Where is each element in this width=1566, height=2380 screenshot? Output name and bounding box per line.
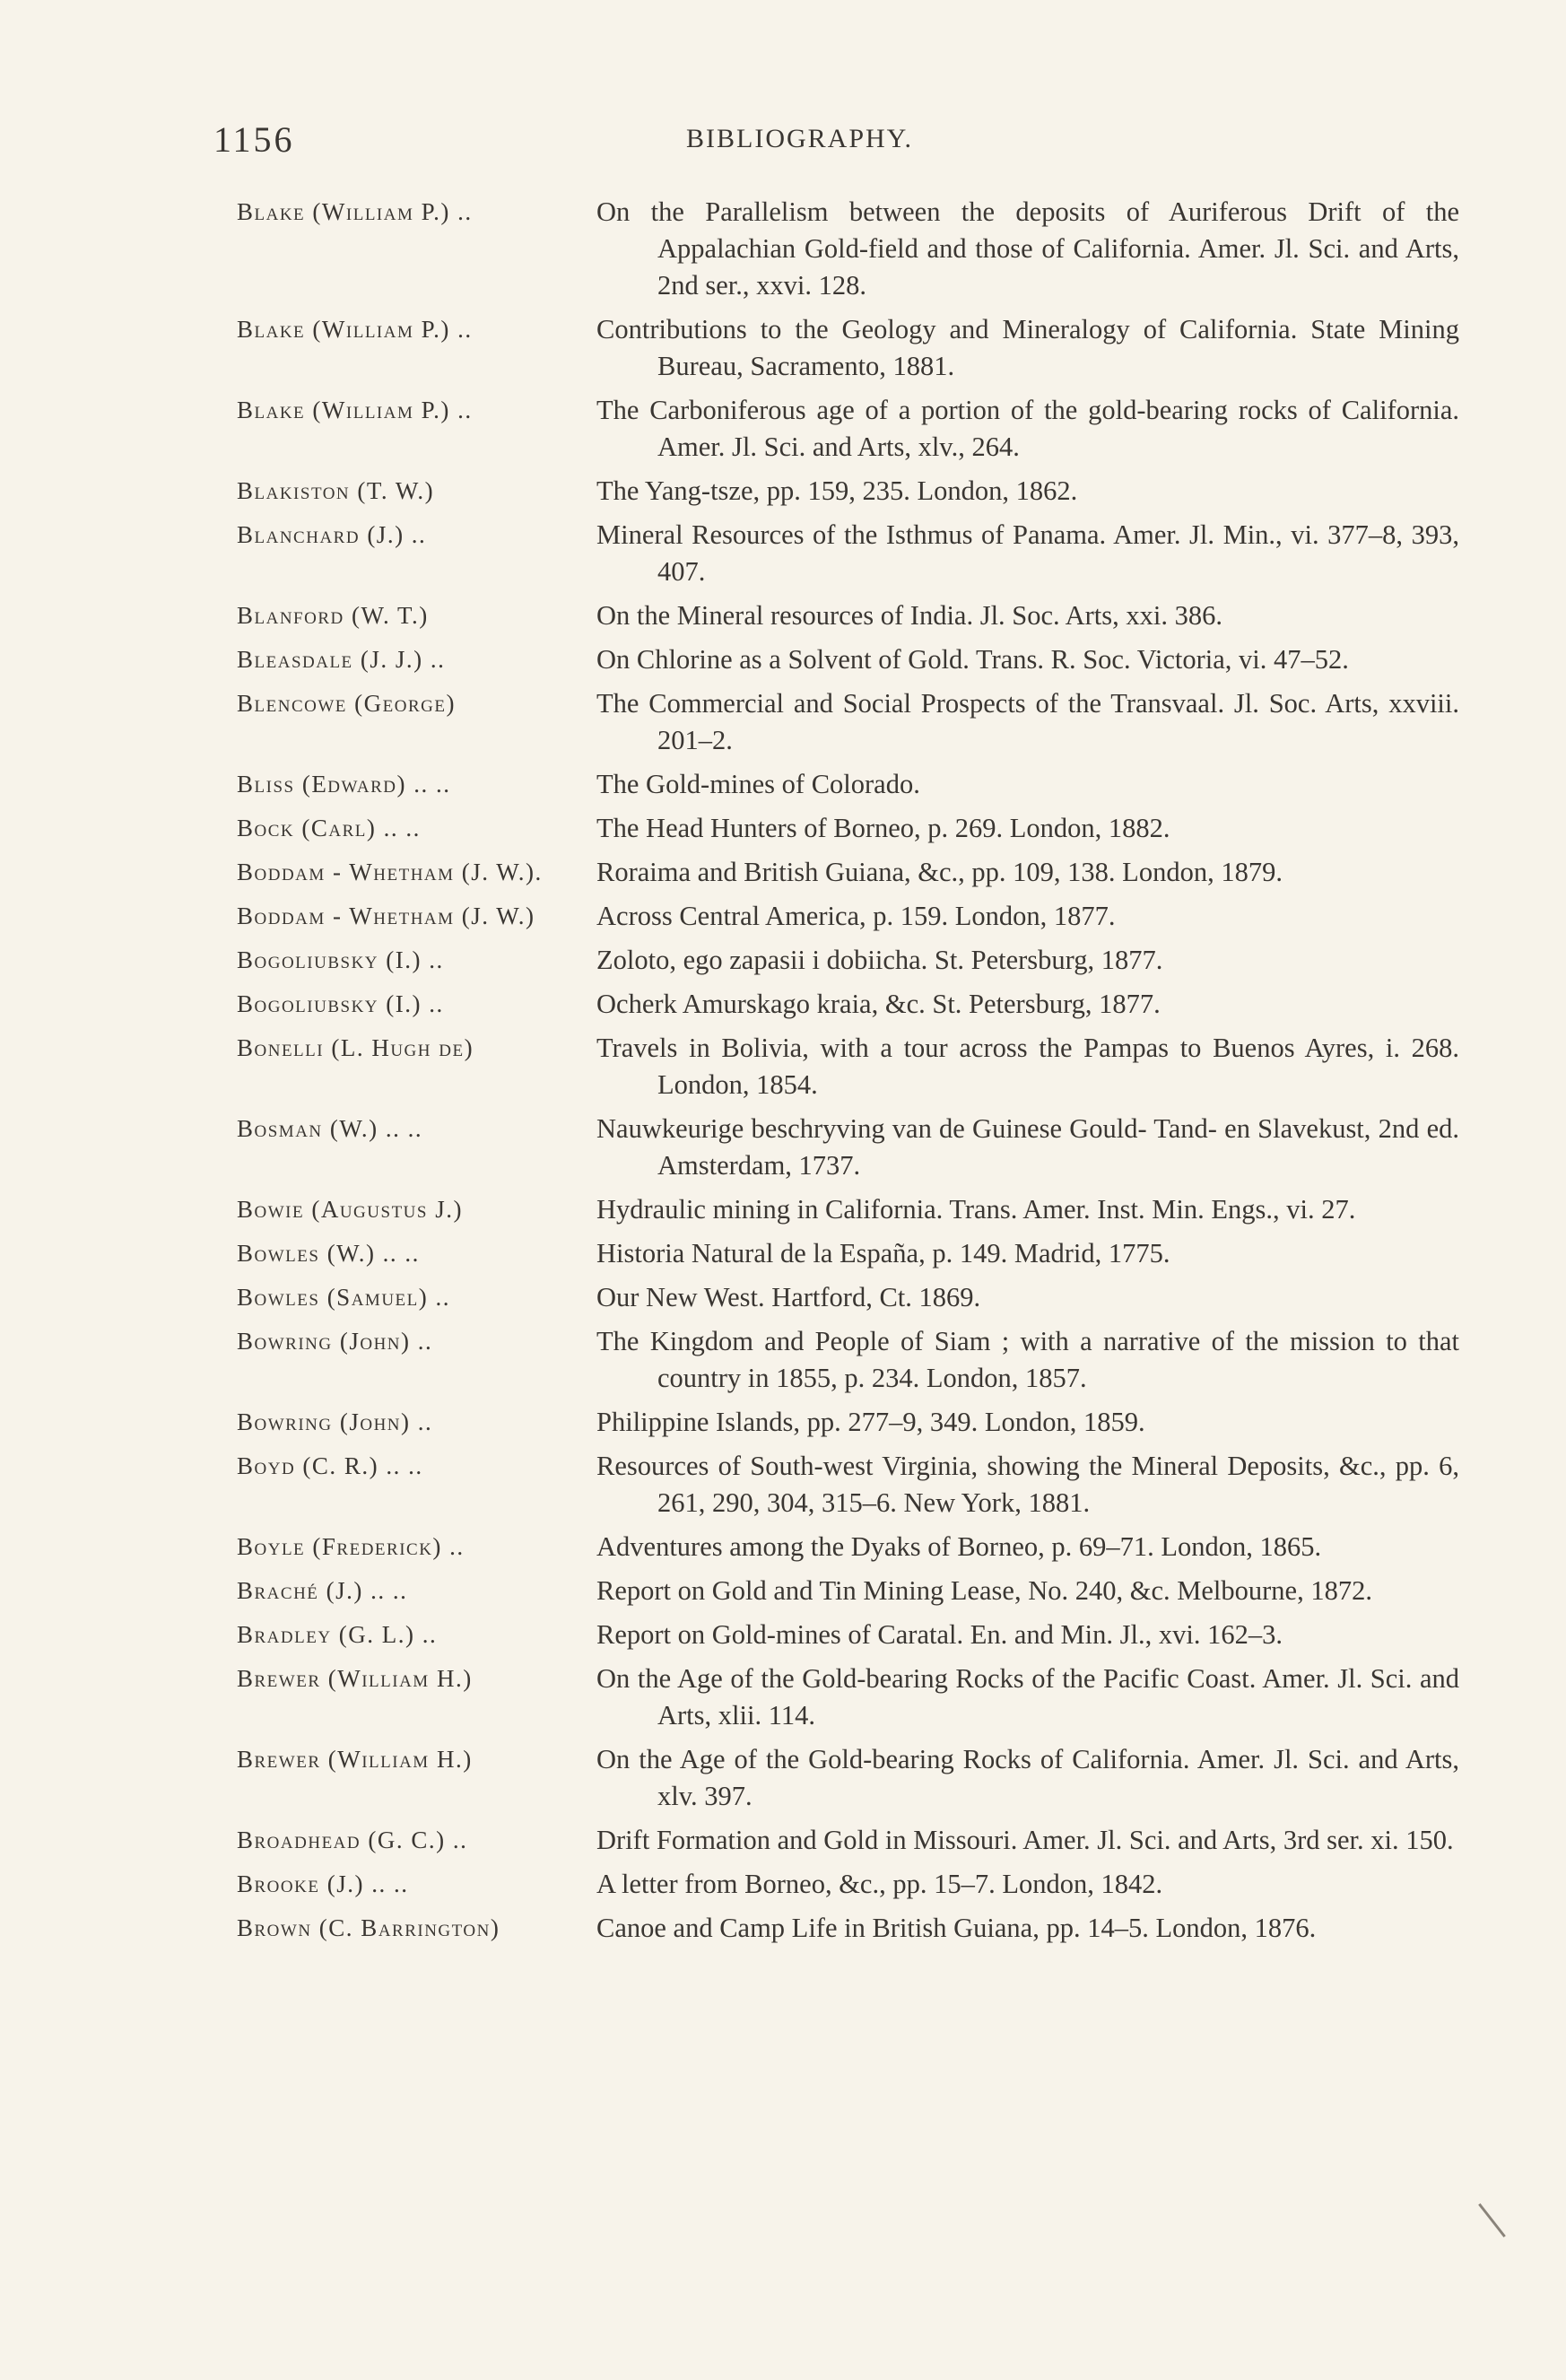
- bibliography-entry: [0, 1235, 1566, 1272]
- entry-author: Bowring (John) ..: [237, 1328, 433, 1355]
- bibliography-entry: [0, 766, 1566, 803]
- entry-citation: A letter from Borneo, &c., pp. 15–7. London, 1842.: [596, 1869, 1163, 1899]
- entry-citation: Adventures among the Dyaks of Borneo, p. 69–71. London, 1865.: [596, 1531, 1322, 1562]
- entry-citation: Nauwkeurige beschryving van de Guinese Gould- Tand- en Slavekust, 2nd ed. Amsterdam, 1737.: [596, 1113, 1459, 1181]
- entry-citation: Roraima and British Guiana, &c., pp. 109, 138. London, 1879.: [596, 857, 1283, 887]
- entry-citation: Across Central America, p. 159. London, 1877.: [596, 901, 1116, 931]
- margin-mark: [1478, 2203, 1506, 2237]
- page-header: [0, 118, 1566, 163]
- bibliography-entry: [0, 194, 1566, 304]
- page-number: 1156: [213, 119, 295, 160]
- running-title: BIBLIOGRAPHY.: [686, 124, 913, 153]
- entry-author: Brown (C. Barrington): [237, 1914, 500, 1941]
- entry-citation: On Chlorine as a Solvent of Gold. Trans. R. Soc. Victoria, vi. 47–52.: [596, 644, 1349, 675]
- entry-author: Brooke (J.) .. ..: [237, 1870, 409, 1897]
- bibliography-entry: [0, 854, 1566, 891]
- bibliography-entry: [0, 473, 1566, 510]
- entry-citation: Resources of South-west Virginia, showing the Mineral Deposits, &c., pp. 6, 261, 290, 304, 315–6. New York, 1881.: [596, 1451, 1459, 1518]
- entry-author: Boyle (Frederick) ..: [237, 1533, 465, 1560]
- entry-citation: The Head Hunters of Borneo, p. 269. London, 1882.: [596, 813, 1170, 843]
- entry-author: Brewer (William H.): [237, 1665, 473, 1692]
- entry-author: Boyd (C. R.) .. ..: [237, 1452, 423, 1479]
- entry-citation: Zoloto, ego zapasii i dobiicha. St. Petersburg, 1877.: [596, 945, 1163, 975]
- bibliography-entry: [0, 1822, 1566, 1859]
- bibliography-entry: [0, 1404, 1566, 1441]
- bibliography-entry: [0, 641, 1566, 678]
- bibliography-entry: [0, 597, 1566, 634]
- bibliography-entry: [0, 1910, 1566, 1947]
- bibliography-entry: [0, 311, 1566, 385]
- entry-author: Bowie (Augustus J.): [237, 1196, 463, 1223]
- entry-author: Bowles (W.) .. ..: [237, 1240, 420, 1267]
- entry-citation: Hydraulic mining in California. Trans. Amer. Inst. Min. Engs., vi. 27.: [596, 1194, 1356, 1225]
- entry-author: Bowring (John) ..: [237, 1408, 433, 1435]
- entry-citation: Ocherk Amurskago kraia, &c. St. Petersburg, 1877.: [596, 989, 1161, 1019]
- bibliography-entry: [0, 685, 1566, 759]
- bibliography-entry: [0, 517, 1566, 590]
- bibliography-entry: [0, 1191, 1566, 1228]
- entry-citation: The Carboniferous age of a portion of the gold-bearing rocks of California. Amer. Jl. Sci. and Arts, xlv., 264.: [596, 395, 1459, 462]
- bibliography-entry: [0, 1111, 1566, 1184]
- entry-citation: On the Parallelism between the deposits of Auriferous Drift of the Appalachian Gold-field and those of California. Amer. Jl. Sci. and Arts, 2nd ser., xxvi. 128.: [596, 196, 1459, 301]
- bibliography-entry: [0, 392, 1566, 466]
- entry-author: Bosman (W.) .. ..: [237, 1115, 423, 1142]
- entry-citation: Historia Natural de la España, p. 149. Madrid, 1775.: [596, 1238, 1170, 1268]
- entry-author: Blakiston (T. W.): [237, 477, 435, 504]
- bibliography-entry: [0, 942, 1566, 979]
- entry-author: Bonelli (L. Hugh de): [237, 1034, 474, 1061]
- entry-citation: The Yang-tsze, pp. 159, 235. London, 1862.: [596, 475, 1078, 506]
- entry-citation: Drift Formation and Gold in Missouri. Amer. Jl. Sci. and Arts, 3rd ser. xi. 150.: [596, 1825, 1454, 1855]
- bibliography-entry: [0, 810, 1566, 847]
- bibliography-list: [0, 194, 1566, 1954]
- entry-author: Blake (William P.) ..: [237, 316, 473, 343]
- entry-citation: The Gold-mines of Colorado.: [596, 769, 920, 799]
- entry-citation: On the Age of the Gold-bearing Rocks of California. Amer. Jl. Sci. and Arts, xlv. 397.: [596, 1744, 1459, 1811]
- entry-author: Boddam - Whetham (J. W.): [237, 902, 535, 929]
- bibliography-entry: [0, 986, 1566, 1023]
- entry-citation: Report on Gold and Tin Mining Lease, No. 240, &c. Melbourne, 1872.: [596, 1575, 1372, 1606]
- entry-citation: Contributions to the Geology and Mineralogy of California. State Mining Bureau, Sacramento, 1881.: [596, 314, 1459, 381]
- bibliography-entry: [0, 1030, 1566, 1103]
- entry-citation: On the Mineral resources of India. Jl. Soc. Arts, xxi. 386.: [596, 600, 1222, 631]
- bibliography-entry: [0, 1661, 1566, 1734]
- bibliography-entry: [0, 1617, 1566, 1653]
- entry-citation: Travels in Bolivia, with a tour across the Pampas to Buenos Ayres, i. 268. London, 1854.: [596, 1033, 1459, 1100]
- entry-author: Blake (William P.) ..: [237, 198, 473, 225]
- entry-author: Blencowe (George): [237, 690, 456, 717]
- entry-citation: Canoe and Camp Life in British Guiana, pp. 14–5. London, 1876.: [596, 1913, 1317, 1943]
- entry-author: Bogoliubsky (I.) ..: [237, 946, 444, 973]
- entry-author: Boddam - Whetham (J. W.).: [237, 859, 543, 885]
- entry-citation: Mineral Resources of the Isthmus of Panama. Amer. Jl. Min., vi. 377–8, 393, 407.: [596, 519, 1459, 587]
- entry-citation: Our New West. Hartford, Ct. 1869.: [596, 1282, 981, 1312]
- bibliography-entry: [0, 1529, 1566, 1565]
- entry-citation: The Commercial and Social Prospects of the Transvaal. Jl. Soc. Arts, xxviii. 201–2.: [596, 688, 1459, 755]
- entry-author: Bliss (Edward) .. ..: [237, 771, 451, 798]
- bibliography-entry: [0, 1741, 1566, 1815]
- entry-citation: Philippine Islands, pp. 277–9, 349. London, 1859.: [596, 1407, 1145, 1437]
- entry-author: Bowles (Samuel) ..: [237, 1284, 450, 1311]
- bibliography-entry: [0, 898, 1566, 935]
- entry-citation: On the Age of the Gold-bearing Rocks of the Pacific Coast. Amer. Jl. Sci. and Arts, xlii. 114.: [596, 1663, 1459, 1731]
- entry-author: Blanford (W. T.): [237, 602, 429, 629]
- entry-author: Bleasdale (J. J.) ..: [237, 646, 446, 673]
- bibliography-entry: [0, 1448, 1566, 1521]
- entry-citation: Report on Gold-mines of Caratal. En. and Min. Jl., xvi. 162–3.: [596, 1619, 1283, 1650]
- entry-author: Blanchard (J.) ..: [237, 521, 427, 548]
- entry-author: Bradley (G. L.) ..: [237, 1621, 438, 1648]
- entry-author: Brewer (William H.): [237, 1746, 473, 1773]
- bibliography-entry: [0, 1573, 1566, 1609]
- bibliography-entry: [0, 1323, 1566, 1397]
- entry-author: Bogoliubsky (I.) ..: [237, 990, 444, 1017]
- entry-author: Blake (William P.) ..: [237, 397, 473, 423]
- entry-author: Broadhead (G. C.) ..: [237, 1826, 468, 1853]
- entry-citation: The Kingdom and People of Siam ; with a narrative of the mission to that country in 1855, p. 234. London, 1857.: [596, 1326, 1459, 1393]
- bibliography-entry: [0, 1279, 1566, 1316]
- bibliography-entry: [0, 1866, 1566, 1903]
- entry-author: Braché (J.) .. ..: [237, 1577, 408, 1604]
- entry-author: Bock (Carl) .. ..: [237, 815, 421, 841]
